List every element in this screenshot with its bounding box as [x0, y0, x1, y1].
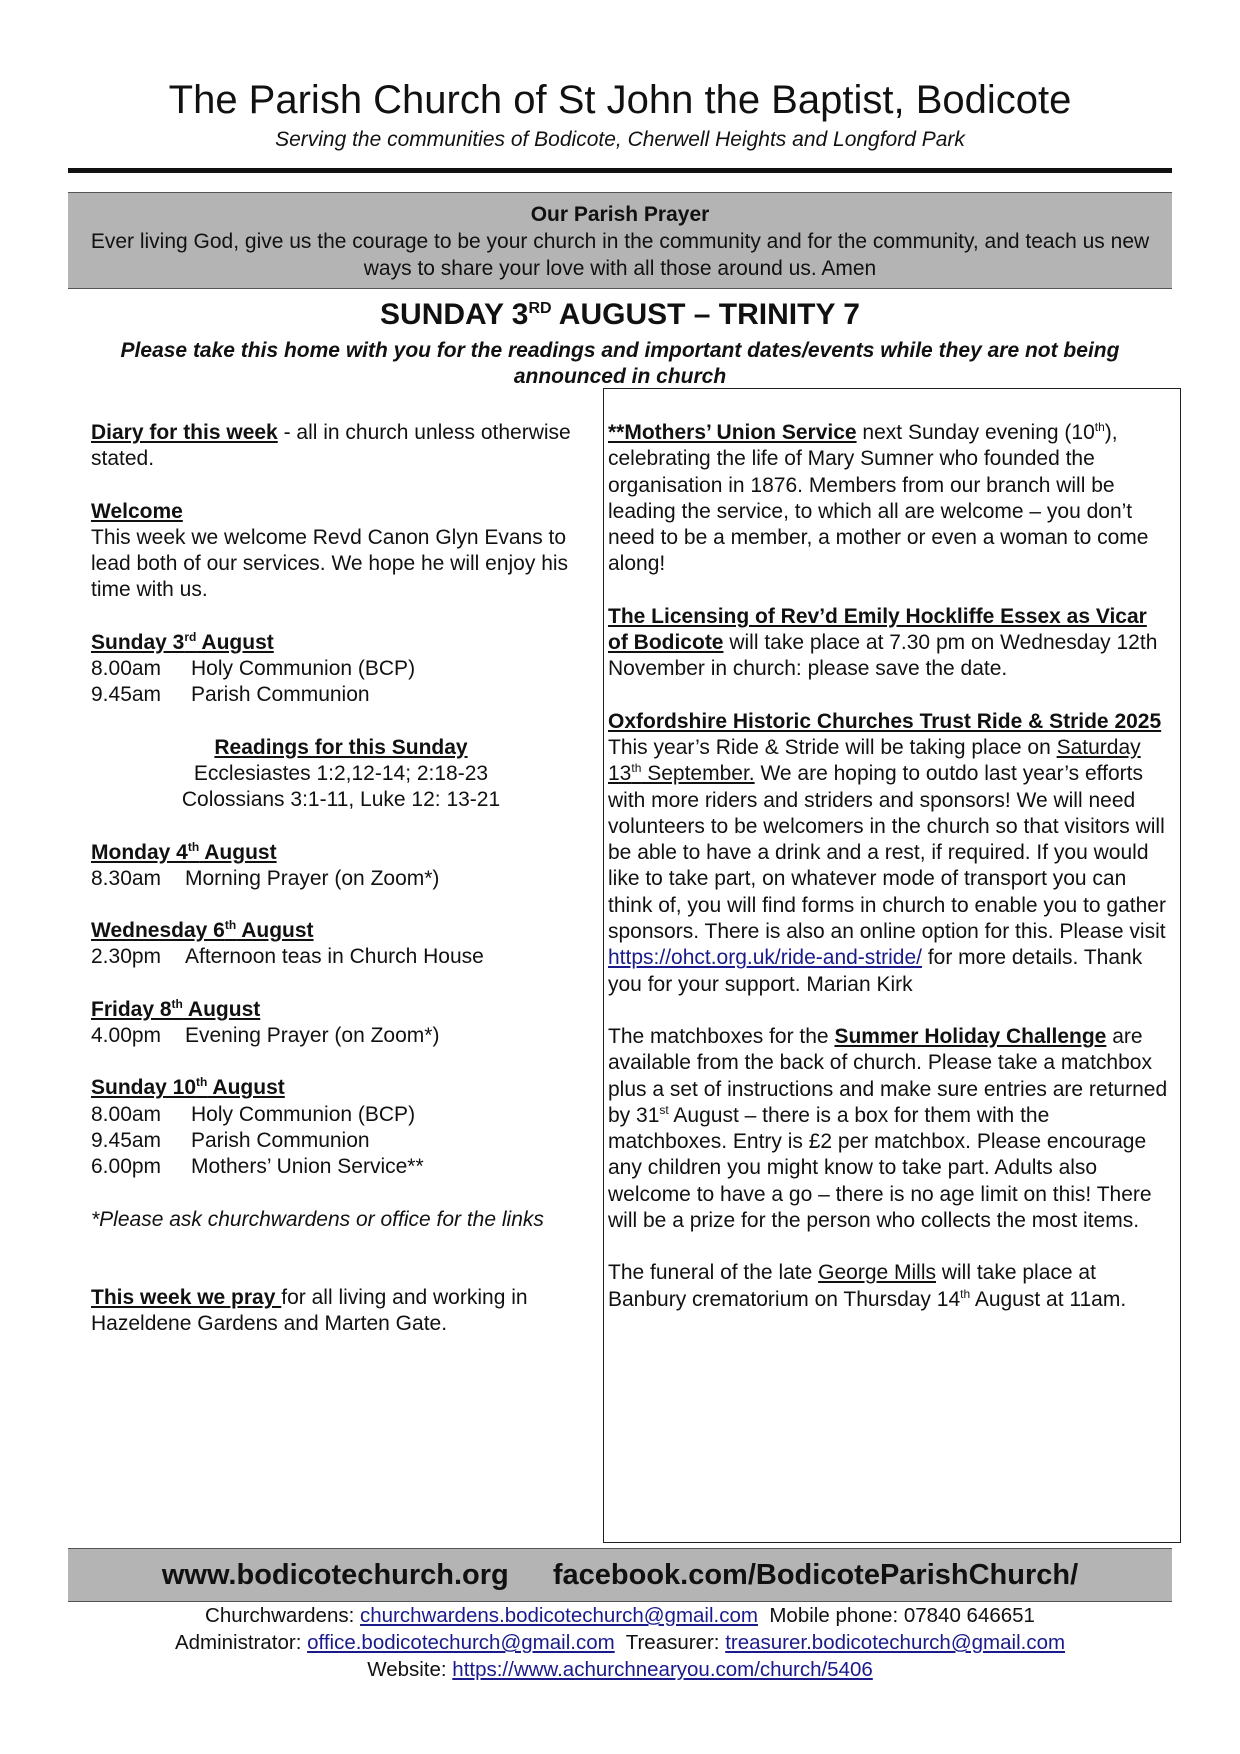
readings-line: Colossians 3:1-11, Luke 12: 13-21: [181, 788, 501, 812]
treasurer-email-link[interactable]: treasurer.bodicotechurch@gmail.com: [725, 1631, 1066, 1654]
notices-column: [608, 420, 1172, 1313]
day-heading-sunday-10: Sunday 10th August: [91, 1075, 285, 1100]
achurchnearyou-link[interactable]: https://www.achurchnearyou.com/church/5406: [452, 1658, 873, 1681]
readings-heading: Readings for this Sunday: [214, 735, 468, 759]
website-line: Website: https://www.achurchnearyou.com/church/5406: [367, 1658, 873, 1681]
funeral-notice: The funeral of the late George Mills will take place at Banbury crematorium on Thursday 14th August at 11am.: [608, 1261, 1127, 1311]
churchwardens-line: Churchwardens: churchwardens.bodicotechurch@gmail.com Mobile phone: 07840 646651: [205, 1604, 1035, 1627]
service-row: 9.45am Parish Communion: [91, 1128, 370, 1152]
day-heading-monday-4: Monday 4th August: [91, 839, 277, 864]
office-email-link[interactable]: office.bodicotechurch@gmail.com: [307, 1631, 615, 1654]
service-row: 9.45am Parish Communion: [91, 683, 370, 707]
links-note: *Please ask churchwardens or office for the links: [91, 1207, 544, 1231]
header-divider: [68, 168, 1172, 173]
prayer-heading: Our Parish Prayer: [530, 203, 710, 226]
footer-bar: [68, 1548, 1172, 1602]
service-row: 8.00am Holy Communion (BCP): [91, 657, 416, 681]
diary-column: [91, 420, 591, 1337]
day-heading-sunday-3: Sunday 3rd August: [91, 629, 274, 654]
service-row: 8.30am Morning Prayer (on Zoom*): [91, 866, 440, 890]
page-subtitle: Serving the communities of Bodicote, Cherwell Heights and Longford Park: [275, 128, 965, 151]
mothers-union-notice: **Mothers’ Union Service next Sunday evening (10th), celebrating the life of Mary Sumner who founded the organisation in 1876. Members from our branch will be leading the service, to which all are welcome – you don’t need to be a member, a mother or even a woman to come along!: [608, 420, 1149, 576]
welcome-heading: Welcome: [91, 499, 183, 523]
facebook-text: facebook.com/BodicoteParishChurch/: [552, 1559, 1079, 1591]
website-text: www.bodicotechurch.org: [161, 1559, 509, 1591]
licensing-notice: The Licensing of Rev’d Emily Hockliffe Essex as Vicar of Bodicote will take place at 7.30 pm on Wednesday 12th November in church: please save the date.: [608, 604, 1158, 681]
parish-prayer-box: [68, 192, 1172, 289]
day-heading-wednesday-6: Wednesday 6th August: [91, 918, 314, 943]
administrator-line: Administrator: office.bodicotechurch@gmail.com Treasurer: treasurer.bodicotechurch@gmail.com: [174, 1631, 1066, 1654]
churchwardens-email-link[interactable]: churchwardens.bodicotechurch@gmail.com: [360, 1604, 758, 1627]
readings-line: Ecclesiastes 1:2,12-14; 2:18-23: [193, 761, 489, 785]
service-row: 8.00am Holy Communion (BCP): [91, 1102, 416, 1126]
ride-and-stride-notice: Oxfordshire Historic Churches Trust Ride & Stride 2025 This year’s Ride & Stride will be taking place on Saturday 13th September. We are hoping to outdo last year’s efforts with more riders and striders and sponsors! We will need volunteers to be welcomers in the church so that visitors will be able to have a drink and a rest, if required. If you would like to take part, on whatever mode of transport you can think of, you will find forms in church to enable you to gather sponsors. There is also an online option for this. Please visit https://ohct.org.uk/ride-and-stride/ for more details. Thank you for your support. Marian Kirk: [608, 709, 1166, 996]
prayer-focus: This week we pray for all living and working in Hazeldene Gardens and Marten Gate.: [91, 1285, 528, 1336]
contact-details: [0, 1602, 1240, 1683]
sunday-heading: SUNDAY 3RD AUGUST – TRINITY 7: [380, 298, 860, 331]
take-home-notice: Please take this home with you for the readings and important dates/events while they are not being announced in church: [120, 339, 1120, 388]
service-row: 4.00pm Evening Prayer (on Zoom*): [91, 1024, 440, 1048]
service-row: 2.30pm Afternoon teas in Church House: [91, 945, 484, 969]
summer-challenge-notice: The matchboxes for the Summer Holiday Challenge are available from the back of church. Please take a matchbox plus a set of instructions and make sure entries are returned by 31st August – there is a box for them with the matchboxes. Entry is £2 per matchbox. Please encourage any children you might know to take part. Adults also welcome to have a go – there is no age limit on this! There will be a prize for the person who collects the most items.: [608, 1024, 1168, 1233]
ohct-link[interactable]: https://ohct.org.uk/ride-and-stride/: [608, 946, 922, 970]
diary-intro: Diary for this week - all in church unless otherwise stated.: [91, 421, 571, 471]
service-row: 6.00pm Mothers’ Union Service**: [91, 1155, 424, 1179]
page-title: The Parish Church of St John the Baptist, Bodicote: [168, 78, 1072, 122]
welcome-text: This week we welcome Revd Canon Glyn Evans to lead both of our services. We hope he will enjoy his time with us.: [91, 525, 569, 602]
day-heading-friday-8: Friday 8th August: [91, 996, 261, 1021]
prayer-text: Ever living God, give us the courage to be your church in the community and for the community, and teach us new ways to share your love with all those around us. Amen: [90, 230, 1150, 280]
